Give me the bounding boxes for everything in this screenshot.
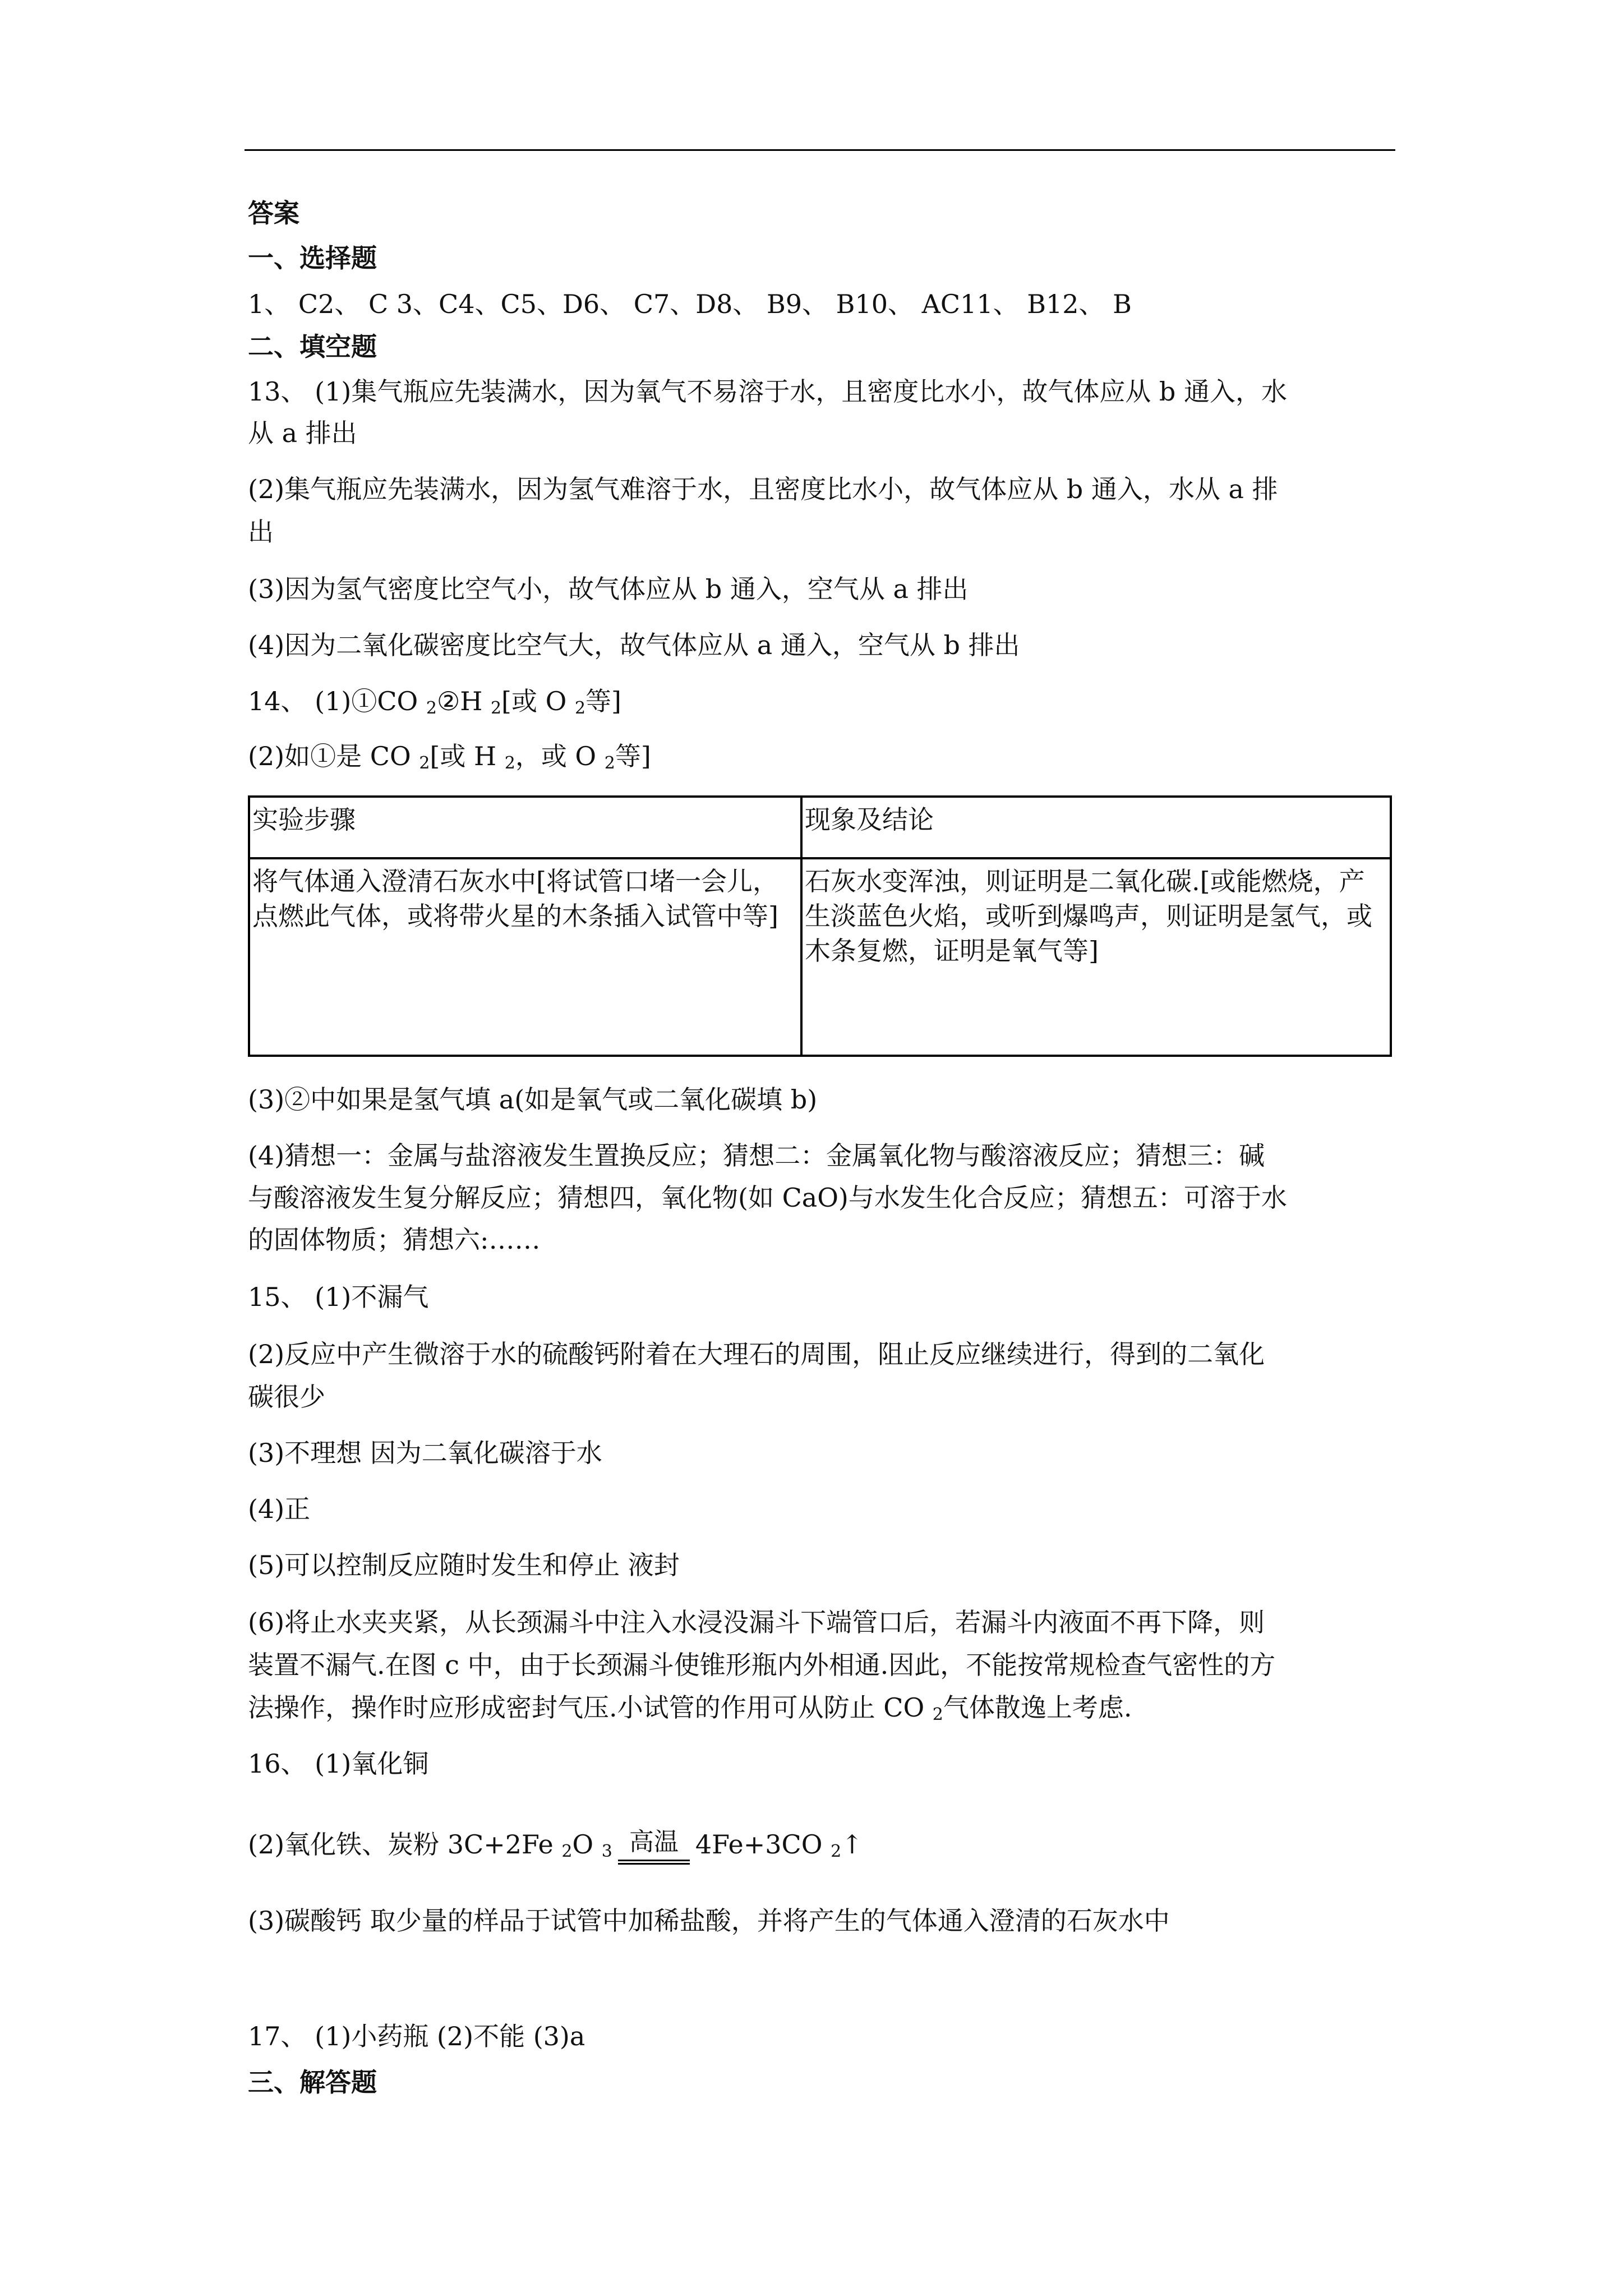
q14-line-2: (2)如①是 CO $_2$[或 H $_2$，或 O $_2$等]: [248, 741, 651, 773]
q13-line-3: (2)集气瓶应先装满水，因为氢气难溶于水，且密度比水小，故气体应从 b 通入，水从 a 排: [248, 474, 1278, 504]
q13-line-1: 13、 (1)集气瓶应先装满水，因为氧气不易溶于水，且密度比水小，故气体应从 b 通入，水: [248, 376, 1288, 407]
q16-line-2: (2)氧化铁、炭粉 3C+2Fe $_2$O $_3$ 高温 4Fe+3CO $_2$↑: [248, 1828, 863, 1869]
q13-line-2: 从 a 排出: [248, 418, 357, 448]
q16-line-1: 16、 (1)氧化铜: [248, 1749, 429, 1779]
q15-line-2: (2)反应中产生微溶于水的硫酸钙附着在大理石的周围，阻止反应继续进行，得到的二氧化: [248, 1339, 1265, 1369]
q15-line-1: 15、 (1)不漏气: [248, 1282, 429, 1312]
header-rule: [245, 149, 1395, 151]
experiment-table: [248, 795, 1392, 1057]
section-answer-heading: 三、解答题: [248, 2067, 377, 2097]
table-header-results: 现象及结论: [801, 797, 1391, 858]
table-cell-results: 石灰水变浑浊，则证明是二氧化碳.[或能燃烧，产生淡蓝色火焰，或听到爆鸣声，则证明是氢气，或木条复燃，证明是氧气等]: [801, 858, 1391, 1056]
q15-line-8: 装置不漏气.在图 c 中，由于长颈漏斗使锥形瓶内外相通.因此，不能按常规检查气密性的方: [248, 1650, 1276, 1680]
choice-answers: 1、 C2、 C 3、C4、C5、D6、 C7、D8、 B9、 B10、 AC11、 B12、 B: [248, 289, 1132, 319]
q13-line-5: (3)因为氢气密度比空气小，故气体应从 b 通入，空气从 a 排出: [248, 574, 969, 604]
q15-line-5: (4)正: [248, 1494, 311, 1524]
section-fill-heading: 二、填空题: [248, 332, 377, 362]
q15-line-9: 法操作，操作时应形成密封气压.小试管的作用可从防止 CO $_2$气体散逸上考虑.: [248, 1692, 1132, 1724]
q14-line-5: 与酸溶液发生复分解反应；猜想四，氧化物(如 CaO)与水发生化合反应；猜想五：可溶于水: [248, 1182, 1287, 1213]
q14-line-1: 14、 (1)①CO $_2$②H $_2$[或 O $_2$等]: [248, 686, 621, 718]
table-header-steps: 实验步骤: [249, 797, 801, 858]
q14-line-4: (4)猜想一：金属与盐溶液发生置换反应；猜想二：金属氧化物与酸溶液反应；猜想三：碱: [248, 1140, 1265, 1171]
table-cell-steps: 将气体通入澄清石灰水中[将试管口堵一会儿，点燃此气体，或将带火星的木条插入试管中等]: [249, 858, 801, 1056]
q13-line-6: (4)因为二氧化碳密度比空气大，故气体应从 a 通入，空气从 b 排出: [248, 630, 1020, 660]
q15-line-7: (6)将止水夹夹紧，从长颈漏斗中注入水浸没漏斗下端管口后，若漏斗内液面不再下降，则: [248, 1607, 1265, 1637]
q15-line-6: (5)可以控制反应随时发生和停止 液封: [248, 1550, 680, 1580]
section-choice-heading: 一、选择题: [248, 243, 377, 273]
q14-line-6: 的固体物质；猜想六:……: [248, 1225, 541, 1255]
q16-line-3: (3)碳酸钙 取少量的样品于试管中加稀盐酸，并将产生的气体通入澄清的石灰水中: [248, 1906, 1170, 1936]
q13-line-4: 出: [248, 517, 274, 547]
reaction-condition: 高温: [618, 1829, 690, 1862]
answer-heading: 答案: [248, 198, 299, 228]
q14-line-3: (3)②中如果是氢气填 a(如是氧气或二氧化碳填 b): [248, 1084, 818, 1115]
q15-line-4: (3)不理想 因为二氧化碳溶于水: [248, 1438, 602, 1468]
q15-line-3: 碳很少: [248, 1382, 325, 1412]
q17-line: 17、 (1)小药瓶 (2)不能 (3)a: [248, 2021, 585, 2051]
